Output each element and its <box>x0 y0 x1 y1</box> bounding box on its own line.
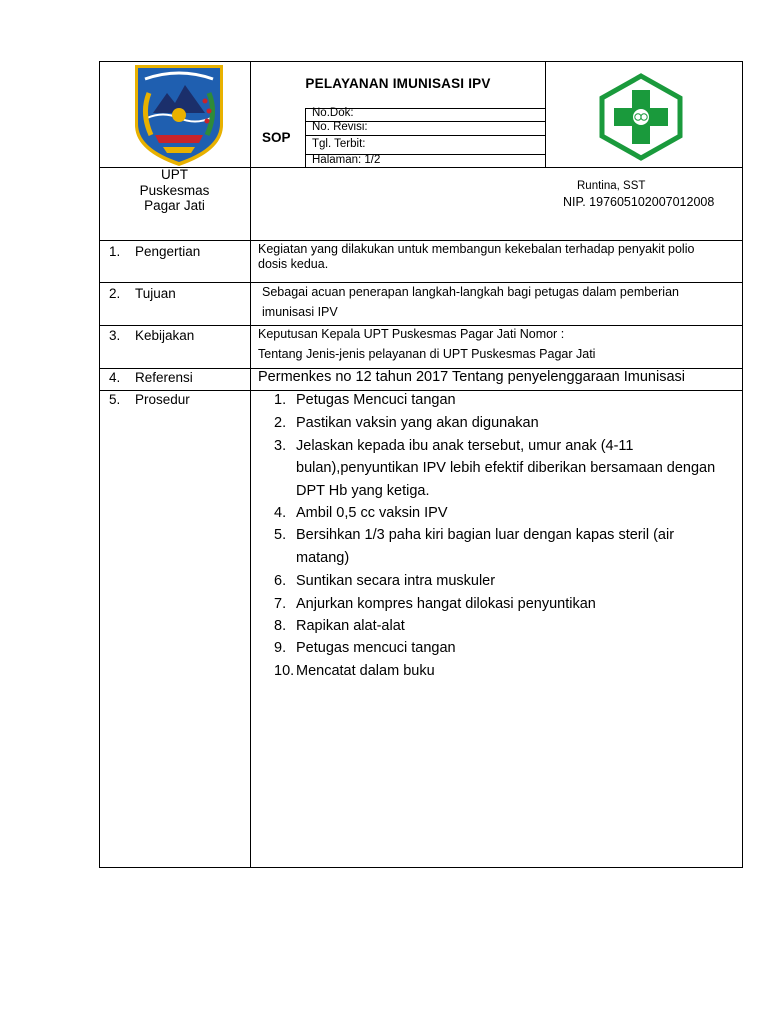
section-number: 5. <box>109 392 121 407</box>
step-number: 4. <box>274 505 287 521</box>
step-text: Mencatat dalam buku <box>296 663 435 679</box>
step-number: 6. <box>274 573 287 589</box>
step-number: 3. <box>274 438 287 454</box>
border-row-5 <box>99 390 743 391</box>
step-number: 2. <box>274 415 287 431</box>
border-left <box>99 61 100 868</box>
section-label-tujuan: Tujuan <box>135 286 176 301</box>
meta-no-revisi: No. Revisi: <box>312 121 368 133</box>
step-text: Bersihkan 1/3 paha kiri bagian luar dengan kapas steril (air <box>296 527 675 543</box>
step-number: 8. <box>274 618 287 634</box>
sop-label: SOP <box>262 130 291 145</box>
signer-name: Runtina, SST <box>577 180 646 192</box>
border-row-2 <box>99 282 743 283</box>
section-number: 3. <box>109 328 121 343</box>
document-title: PELAYANAN IMUNISASI IPV <box>305 76 491 91</box>
section-text: Sebagai acuan penerapan langkah-langkah bagi petugas dalam pemberian <box>262 285 679 299</box>
step-text: Petugas Mencuci tangan <box>296 392 456 408</box>
step-text: Ambil 0,5 cc vaksin IPV <box>296 505 448 521</box>
regency-emblem-icon <box>133 63 225 168</box>
step-number: 5. <box>274 527 287 543</box>
step-text: Jelaskan kepada ibu anak tersebut, umur anak (4-11 <box>296 438 634 454</box>
section-text: dosis kedua. <box>258 257 329 271</box>
border-right <box>742 61 743 868</box>
border-bottom <box>99 867 743 868</box>
step-text: bulan),penyuntikan IPV lebih efektif diberikan bersamaan dengan <box>296 460 716 476</box>
meta-tgl-terbit: Tgl. Terbit: <box>312 138 366 150</box>
step-text: Anjurkan kompres hangat dilokasi penyuntikan <box>296 596 596 612</box>
section-label-pengertian: Pengertian <box>135 244 201 259</box>
border-col-2 <box>545 61 546 168</box>
section-number: 4. <box>109 370 121 385</box>
section-label-prosedur: Prosedur <box>135 392 190 407</box>
section-text: Permenkes no 12 tahun 2017 Tentang penyelenggaraan Imunisasi <box>258 369 685 385</box>
step-number: 9. <box>274 640 287 656</box>
section-number: 1. <box>109 244 121 259</box>
border-top <box>99 61 743 62</box>
step-text: Suntikan secara intra muskuler <box>296 573 496 589</box>
border-col-1 <box>250 61 251 868</box>
step-text: matang) <box>296 550 350 566</box>
org-unit: UPT <box>161 167 188 182</box>
section-text: Keputusan Kepala UPT Puskesmas Pagar Jati Nomor : <box>258 327 565 341</box>
signer-nip: NIP. 197605102007012008 <box>563 195 715 209</box>
section-text: Tentang Jenis-jenis pelayanan di UPT Puskesmas Pagar Jati <box>258 347 596 361</box>
org-name: Puskesmas <box>139 183 210 198</box>
step-number: 10. <box>274 663 295 679</box>
step-text: Petugas mencuci tangan <box>296 640 456 656</box>
border-row-1 <box>99 240 743 241</box>
border-meta-3 <box>305 135 545 136</box>
org-location: Pagar Jati <box>144 198 205 213</box>
step-text: Pastikan vaksin yang akan digunakan <box>296 415 539 431</box>
step-number: 1. <box>274 392 287 408</box>
section-label-kebijakan: Kebijakan <box>135 328 195 343</box>
section-label-referensi: Referensi <box>135 370 193 385</box>
section-text: Kegiatan yang dilakukan untuk membangun kekebalan terhadap penyakit polio <box>258 242 695 256</box>
border-meta-left <box>305 108 306 168</box>
step-text: Rapikan alat-alat <box>296 618 405 634</box>
section-number: 2. <box>109 286 121 301</box>
puskesmas-cross-icon <box>597 73 685 161</box>
section-text: imunisasi IPV <box>262 305 338 319</box>
meta-no-dok: No.Dok: <box>312 107 354 119</box>
step-text: DPT Hb yang ketiga. <box>296 483 430 499</box>
step-number: 7. <box>274 596 287 612</box>
border-row-3 <box>99 325 743 326</box>
meta-halaman: Halaman: 1/2 <box>312 154 381 166</box>
